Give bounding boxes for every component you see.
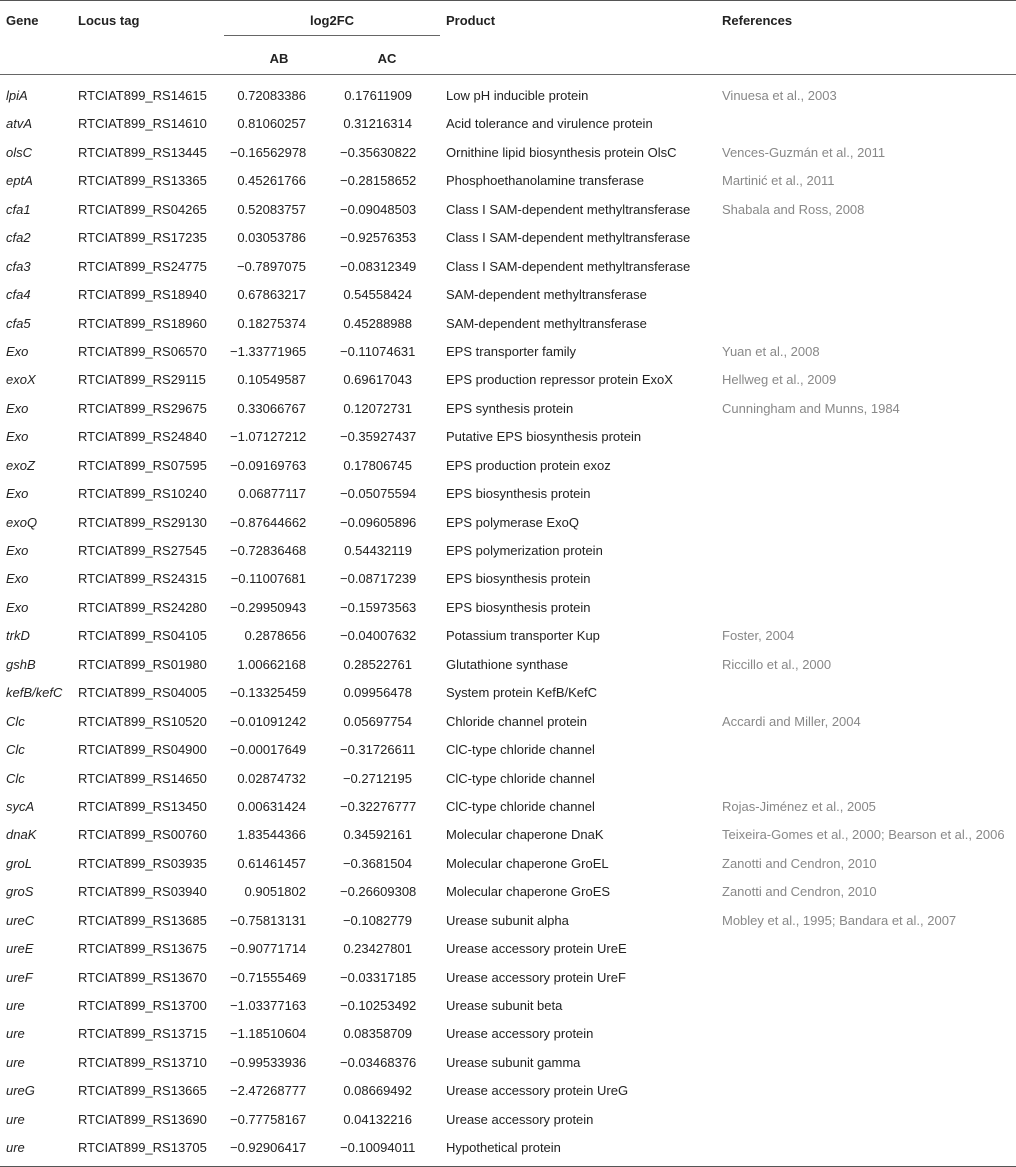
product-cell: Urease accessory protein UreG [446,1083,629,1099]
log2fc-ab-cell: −0.77758167 [230,1111,307,1127]
table-row [0,483,1016,511]
header-ac: AC [334,36,440,75]
log2fc-ac-cell: 0.54432119 [344,543,412,558]
gene-cell: Exo [6,543,29,558]
reference-cell [716,1080,1016,1108]
locus-tag-cell: RTCIAT899_RS06570 [78,343,207,359]
gene-cell: cfa5 [6,315,31,331]
table-header [0,1,1016,75]
locus-tag-cell: RTCIAT899_RS13715 [78,1026,207,1042]
locus-tag-cell: RTCIAT899_RS04105 [78,628,207,644]
log2fc-ac-cell: 0.05697754 [343,713,412,729]
table-row [0,1080,1016,1108]
product-cell: ClC-type chloride channel [446,742,595,758]
table-row [0,768,1016,796]
log2fc-ac-cell: −0.35630822 [340,144,417,160]
log2fc-ac-cell: 0.04132216 [343,1111,412,1127]
log2fc-ab-cell: −0.90771714 [230,941,307,957]
table-row [0,739,1016,767]
gene-cell: trkD [6,628,30,644]
locus-tag-cell: RTCIAT899_RS13685 [78,912,207,928]
locus-tag-cell: RTCIAT899_RS01980 [78,656,207,672]
product-cell: Putative EPS biosynthesis protein [446,429,642,445]
gene-cell: Exo [6,343,29,359]
product-cell: Urease subunit gamma [446,1054,581,1070]
log2fc-ab-cell: 0.52083757 [237,201,306,217]
table-row [0,426,1016,454]
log2fc-ac-cell: −0.28158652 [340,173,417,189]
gene-cell: dnaK [6,827,37,843]
locus-tag-cell: RTCIAT899_RS13690 [78,1111,207,1127]
table-row [0,398,1016,426]
header-product: Product [440,1,716,75]
reference-cell [716,1109,1016,1137]
header-locus-tag: Locus tag [72,1,224,75]
table-row [0,853,1016,881]
log2fc-ab-cell: −2.47268777 [230,1083,307,1099]
table-row [0,113,1016,141]
log2fc-ac-cell: 0.08669492 [343,1083,412,1099]
locus-tag-cell: RTCIAT899_RS14650 [78,770,207,786]
reference-cell [716,1137,1016,1166]
gene-cell: gshB [6,656,36,672]
log2fc-ac-cell: 0.69617043 [343,372,412,388]
log2fc-ac-cell: 0.45288988 [343,315,412,331]
log2fc-ab-cell: −0.16562978 [230,144,307,160]
log2fc-ab-cell: 0.2878656 [244,628,306,644]
log2fc-ac-cell: −0.09605896 [340,514,417,530]
locus-tag-cell: RTCIAT899_RS04265 [78,201,207,217]
log2fc-ab-cell: 1.83544366 [237,827,306,843]
log2fc-ab-cell: −0.72836468 [230,543,307,558]
product-cell: Urease accessory protein UreF [446,969,626,985]
locus-tag-cell: RTCIAT899_RS18940 [78,287,207,303]
table-row [0,910,1016,938]
table-row [0,512,1016,540]
product-cell: Acid tolerance and virulence protein [446,116,653,132]
log2fc-ac-cell: 0.23427801 [343,941,412,957]
reference-cell [716,1023,1016,1051]
locus-tag-cell: RTCIAT899_RS13450 [78,798,207,814]
product-cell: Ornithine lipid biosynthesis protein OlsC [446,144,677,160]
locus-tag-cell: RTCIAT899_RS04900 [78,742,207,758]
log2fc-ac-cell: −0.08717239 [340,571,417,587]
table-row [0,540,1016,568]
gene-cell: kefB/kefC [6,685,63,701]
gene-cell: Clc [6,770,25,786]
locus-tag-cell: RTCIAT899_RS13675 [78,941,207,957]
log2fc-ac-cell: 0.17806745 [343,457,412,473]
table-row [0,995,1016,1023]
product-cell: Potassium transporter Kup [446,628,600,644]
table-row [0,1052,1016,1080]
locus-tag-cell: RTCIAT899_RS13445 [78,144,207,160]
product-cell: Class I SAM-dependent methyltransferase [446,258,691,274]
log2fc-ab-cell: −0.29950943 [230,599,307,615]
locus-tag-cell: RTCIAT899_RS07595 [78,457,207,473]
gene-cell: atvA [6,116,33,132]
reference-cell [716,597,1016,625]
log2fc-ab-cell: −0.71555469 [230,969,307,985]
log2fc-ac-cell: −0.1082779 [342,912,412,928]
locus-tag-cell: RTCIAT899_RS14610 [78,116,207,132]
reference-cell [716,995,1016,1023]
locus-tag-cell: RTCIAT899_RS04005 [78,685,207,701]
reference-cell [716,967,1016,995]
log2fc-ac-cell: 0.09956478 [343,685,412,701]
log2fc-ac-cell: −0.31726611 [340,742,416,758]
gene-cell: Exo [6,429,29,445]
table-row [0,967,1016,995]
reference-cell [716,540,1016,568]
log2fc-ac-cell: 0.54558424 [343,287,412,303]
product-cell: Urease accessory protein [446,1026,594,1042]
product-cell: Molecular chaperone GroES [446,884,611,900]
log2fc-ac-cell: −0.3681504 [342,855,412,871]
gene-cell: exoZ [6,457,35,473]
reference-cell: Rojas-Jiménez et al., 2005 [722,798,876,814]
gene-cell: cfa1 [6,201,31,217]
log2fc-ac-cell: −0.92576353 [340,230,417,246]
gene-cell: Clc [6,713,25,729]
product-cell: Class I SAM-dependent methyltransferase [446,201,691,217]
log2fc-ac-cell: −0.15973563 [340,599,417,615]
reference-cell [716,1052,1016,1080]
header-ab: AB [224,36,334,75]
gene-cell: ure [0,1137,72,1166]
product-cell: EPS production protein exoz [446,457,611,473]
log2fc-ab-cell: 0.06877117 [238,486,306,502]
log2fc-ab-cell: −1.33771965 [230,343,307,359]
log2fc-ab-cell: −1.18510604 [230,1026,307,1042]
log2fc-ab-cell: −0.09169763 [230,457,307,473]
table-row [0,227,1016,255]
locus-tag-cell: RTCIAT899_RS27545 [78,543,207,558]
locus-tag-cell: RTCIAT899_RS13670 [78,969,207,985]
table-row [0,369,1016,397]
reference-cell [716,227,1016,255]
table-row [0,682,1016,710]
log2fc-ac-cell: 0.08358709 [343,1026,412,1042]
table-row [0,142,1016,170]
log2fc-ac-cell: −0.04007632 [340,628,417,644]
locus-tag-cell: RTCIAT899_RS13700 [78,998,207,1013]
table-row [0,313,1016,341]
log2fc-ac-cell: 0.31216314 [343,116,412,132]
reference-cell [716,682,1016,710]
locus-tag-cell: RTCIAT899_RS17235 [78,230,207,246]
locus-tag-cell: RTCIAT899_RS29130 [78,514,207,530]
table-row [0,654,1016,682]
log2fc-ab-cell: −0.92906417 [224,1137,334,1166]
gene-cell: ure [6,1054,25,1070]
table-row [0,1023,1016,1051]
table-row [0,568,1016,596]
locus-tag-cell: RTCIAT899_RS24775 [78,258,207,274]
reference-cell [716,938,1016,966]
locus-tag-cell: RTCIAT899_RS24840 [78,429,207,445]
product-cell: Glutathione synthase [446,656,569,672]
header-log2fc: log2FC [224,1,440,36]
reference-cell: Zanotti and Cendron, 2010 [722,855,877,871]
reference-cell [716,483,1016,511]
reference-cell: Vences-Guzmán et al., 2011 [722,144,886,160]
locus-tag-cell: RTCIAT899_RS29675 [78,400,207,416]
reference-cell: Accardi and Miller, 2004 [722,713,861,729]
header-references: References [716,1,1016,75]
log2fc-ac-cell: −0.2712195 [342,770,412,786]
locus-tag-cell: RTCIAT899_RS18960 [78,315,207,331]
reference-cell [716,113,1016,141]
table-row [0,341,1016,369]
table-row [0,597,1016,625]
locus-tag-cell: RTCIAT899_RS03940 [78,884,207,900]
gene-cell: ureG [6,1083,35,1099]
log2fc-ac-cell: −0.10253492 [340,998,417,1013]
table-row [0,170,1016,198]
log2fc-ab-cell: 0.67863217 [237,287,306,303]
table-row [0,1109,1016,1137]
log2fc-ab-cell: −0.75813131 [230,912,307,928]
log2fc-ab-cell: 0.72083386 [237,88,306,103]
log2fc-ac-cell: −0.03468376 [340,1054,417,1070]
reference-cell: Mobley et al., 1995; Bandara et al., 2007 [722,912,957,928]
gene-cell: Exo [6,599,29,615]
product-cell: EPS transporter family [446,343,577,359]
log2fc-ab-cell: −0.7897075 [236,258,306,274]
gene-cell: ure [6,998,25,1013]
locus-tag-cell: RTCIAT899_RS29115 [78,372,206,388]
product-cell: Molecular chaperone GroEL [446,855,609,871]
log2fc-ac-cell: −0.32276777 [340,798,417,814]
product-cell: EPS biosynthesis protein [446,599,591,615]
gene-cell: ure [6,1111,25,1127]
log2fc-ab-cell: −0.99533936 [230,1054,307,1070]
product-cell: Urease subunit alpha [446,912,569,928]
log2fc-ab-cell: 0.45261766 [237,173,306,189]
log2fc-ab-cell: −0.11007681 [230,571,306,587]
gene-cell: groS [6,884,34,900]
product-cell: Urease accessory protein UreE [446,941,627,957]
reference-cell: Vinuesa et al., 2003 [722,88,837,103]
product-cell: EPS polymerization protein [446,543,603,558]
log2fc-ac-cell: −0.11074631 [340,343,416,359]
reference-cell [716,512,1016,540]
log2fc-ab-cell: 0.10549587 [237,372,306,388]
gene-cell: exoX [6,372,36,388]
gene-cell: cfa4 [6,287,31,303]
log2fc-ab-cell: 0.61461457 [237,855,306,871]
product-cell: Molecular chaperone DnaK [446,827,604,843]
gene-cell: Exo [6,486,29,502]
table-row [0,1137,1016,1166]
log2fc-ac-cell: −0.05075594 [340,486,417,502]
log2fc-ac-cell: 0.12072731 [343,400,412,416]
product-cell: ClC-type chloride channel [446,770,595,786]
reference-cell: Riccillo et al., 2000 [722,656,832,672]
gene-cell: sycA [6,798,35,814]
reference-cell: Martinić et al., 2011 [722,173,835,189]
locus-tag-cell: RTCIAT899_RS03935 [78,855,207,871]
log2fc-ac-cell: 0.28522761 [343,656,412,672]
product-cell: SAM-dependent methyltransferase [446,315,647,331]
gene-cell: olsC [6,144,33,160]
table-row [0,796,1016,824]
gene-cell: ureF [6,969,33,985]
reference-cell: Hellweg et al., 2009 [722,372,837,388]
reference-cell: Teixeira-Gomes et al., 2000; Bearson et al., 2006 [722,827,1005,843]
gene-cell: ureC [6,912,35,928]
log2fc-ac-cell: 0.17611909 [344,88,412,103]
reference-cell: Zanotti and Cendron, 2010 [722,884,877,900]
log2fc-ac-cell: −0.08312349 [340,258,417,274]
gene-cell: cfa3 [6,258,31,274]
table-row [0,625,1016,653]
locus-tag-cell: RTCIAT899_RS13665 [78,1083,207,1099]
gene-cell: cfa2 [6,230,31,246]
product-cell: System protein KefB/KefC [446,685,598,701]
product-cell: Class I SAM-dependent methyltransferase [446,230,691,246]
gene-cell: Exo [6,400,29,416]
gene-cell: groL [6,855,33,871]
table-row [0,256,1016,284]
log2fc-ab-cell: −1.07127212 [230,429,307,445]
gene-cell: lpiA [6,88,28,103]
locus-tag-cell: RTCIAT899_RS10520 [78,713,207,729]
product-cell: Hypothetical protein [440,1137,716,1166]
log2fc-ac-cell: −0.10094011 [334,1137,440,1166]
locus-tag-cell: RTCIAT899_RS00760 [78,827,207,843]
log2fc-ac-cell: −0.09048503 [340,201,417,217]
log2fc-ab-cell: 0.18275374 [237,315,306,331]
product-cell: Low pH inducible protein [446,88,589,103]
table-row [0,75,1016,114]
reference-cell: Cunningham and Munns, 1984 [722,400,900,416]
product-cell: EPS biosynthesis protein [446,486,591,502]
product-cell: Phosphoethanolamine transferase [446,173,645,189]
gene-cell: Clc [6,742,25,758]
table-row [0,711,1016,739]
product-cell: SAM-dependent methyltransferase [446,287,647,303]
reference-cell [716,426,1016,454]
locus-tag-cell: RTCIAT899_RS13710 [78,1054,207,1070]
product-cell: EPS biosynthesis protein [446,571,591,587]
product-cell: Urease subunit beta [446,998,563,1013]
log2fc-ab-cell: −0.00017649 [230,742,307,758]
table-row [0,455,1016,483]
reference-cell: Shabala and Ross, 2008 [722,201,865,217]
reference-cell [716,739,1016,767]
table-row [0,824,1016,852]
gene-cell: ureE [6,941,34,957]
product-cell: Urease accessory protein [446,1111,594,1127]
log2fc-ac-cell: −0.35927437 [340,429,417,445]
gene-cell: exoQ [6,514,38,530]
product-cell: Chloride channel protein [446,713,587,729]
locus-tag-cell: RTCIAT899_RS10240 [78,486,207,502]
header-gene: Gene [0,1,72,75]
product-cell: EPS synthesis protein [446,400,574,416]
log2fc-ac-cell: −0.26609308 [340,884,417,900]
product-cell: EPS production repressor protein ExoX [446,372,673,388]
log2fc-ab-cell: −1.03377163 [230,998,307,1013]
locus-tag-cell: RTCIAT899_RS13365 [78,173,207,189]
log2fc-ab-cell: 0.33066767 [237,400,306,416]
reference-cell: Yuan et al., 2008 [722,343,820,359]
table-row [0,199,1016,227]
product-cell: EPS polymerase ExoQ [446,514,579,530]
log2fc-ab-cell: −0.87644662 [230,514,307,530]
reference-cell [716,568,1016,596]
reference-cell [716,455,1016,483]
log2fc-ab-cell: 0.02874732 [237,770,306,786]
log2fc-ab-cell: 0.00631424 [237,798,306,814]
reference-cell: Foster, 2004 [722,628,795,644]
reference-cell [716,313,1016,341]
table-row [0,938,1016,966]
table-row [0,284,1016,312]
log2fc-ab-cell: −0.01091242 [230,713,307,729]
locus-tag-cell: RTCIAT899_RS24280 [78,599,207,615]
locus-tag-cell: RTCIAT899_RS13705 [72,1137,224,1166]
product-cell: ClC-type chloride channel [446,798,595,814]
log2fc-ab-cell: 0.81060257 [237,116,306,132]
table-row [0,881,1016,909]
reference-cell [716,284,1016,312]
reference-cell [716,768,1016,796]
locus-tag-cell: RTCIAT899_RS24315 [78,571,207,587]
log2fc-ac-cell: −0.03317185 [340,969,417,985]
log2fc-ab-cell: 1.00662168 [237,656,306,672]
log2fc-ac-cell: 0.34592161 [343,827,412,843]
table-body [0,75,1016,1167]
gene-cell: ure [6,1026,25,1042]
log2fc-ab-cell: −0.13325459 [230,685,307,701]
log2fc-ab-cell: 0.03053786 [237,230,306,246]
gene-cell: Exo [6,571,29,587]
log2fc-ab-cell: 0.9051802 [244,884,306,900]
locus-tag-cell: RTCIAT899_RS14615 [78,88,207,103]
reference-cell [716,256,1016,284]
gene-cell: eptA [6,173,33,189]
